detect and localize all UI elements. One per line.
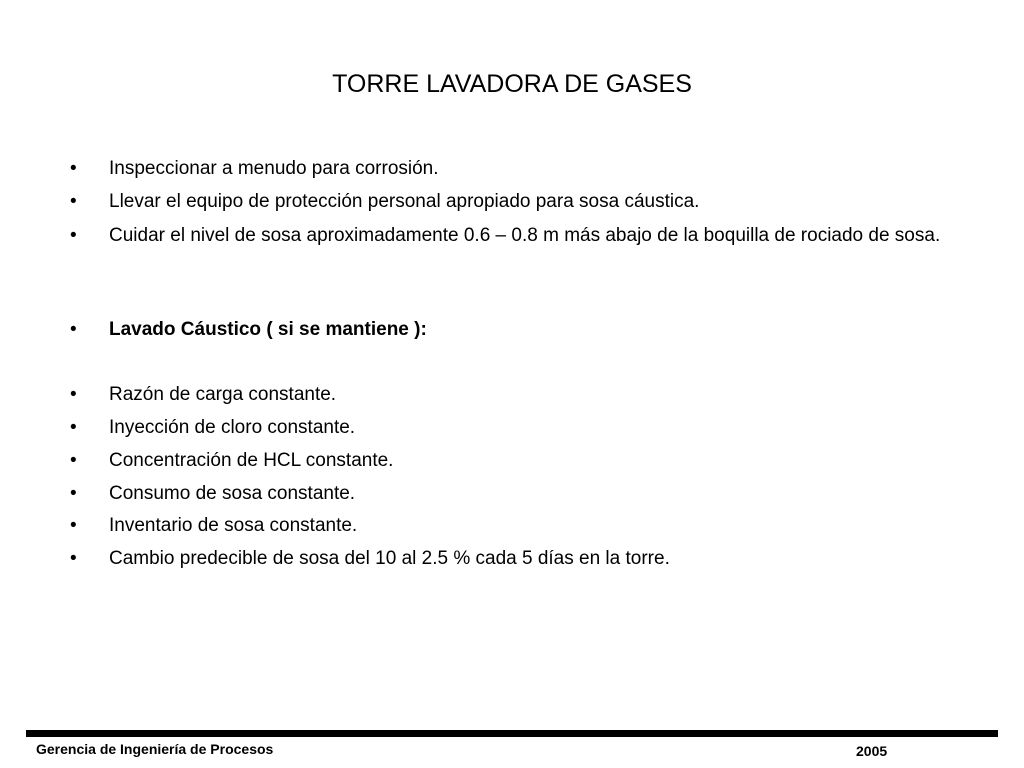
bullet-item-consumption (70, 480, 950, 507)
bullet-marker: • (70, 417, 77, 438)
slide-title: TORRE LAVADORA DE GASES (332, 70, 692, 98)
bullet-text: Consumo de sosa constante. (109, 483, 356, 504)
bullet-marker: • (70, 191, 77, 212)
bullet-marker: • (70, 225, 77, 246)
bullet-text: Cuidar el nivel de sosa aproximadamente 0.6 – 0.8 m más abajo de la boquilla de rociado de sosa. (109, 225, 941, 246)
bullet-item-level (70, 222, 950, 249)
bullet-text: Inspeccionar a menudo para corrosión. (109, 158, 439, 179)
bullet-item-hcl (70, 447, 950, 474)
bullet-marker: • (70, 158, 77, 179)
bullet-marker: • (70, 319, 77, 340)
bullet-marker: • (70, 450, 77, 471)
bullet-marker: • (70, 548, 77, 569)
bullet-text: Llevar el equipo de protección personal apropiado para sosa cáustica. (109, 191, 700, 212)
footer-year: 2005 (856, 743, 888, 759)
bullet-item-change (70, 545, 950, 572)
bullet-text: Lavado Cáustico ( si se mantiene ): (109, 319, 427, 340)
bullet-item-load-rate (70, 381, 950, 408)
bullet-text: Concentración de HCL constante. (109, 450, 394, 471)
bullet-text: Inventario de sosa constante. (109, 515, 358, 536)
bullet-item-ppe (70, 188, 950, 215)
footer-divider (26, 730, 998, 737)
bullet-text: Razón de carga constante. (109, 384, 337, 405)
bullet-item-inspect (70, 155, 950, 182)
bullet-item-caustic-wash (70, 316, 950, 343)
bullet-item-chlorine (70, 414, 950, 441)
bullet-marker: • (70, 515, 77, 536)
footer-organization: Gerencia de Ingeniería de Procesos (36, 741, 274, 757)
bullet-marker: • (70, 384, 77, 405)
bullet-text: Inyección de cloro constante. (109, 417, 356, 438)
bullet-item-inventory (70, 512, 950, 539)
bullet-text: Cambio predecible de sosa del 10 al 2.5 % cada 5 días en la torre. (109, 548, 670, 569)
bullet-marker: • (70, 483, 77, 504)
